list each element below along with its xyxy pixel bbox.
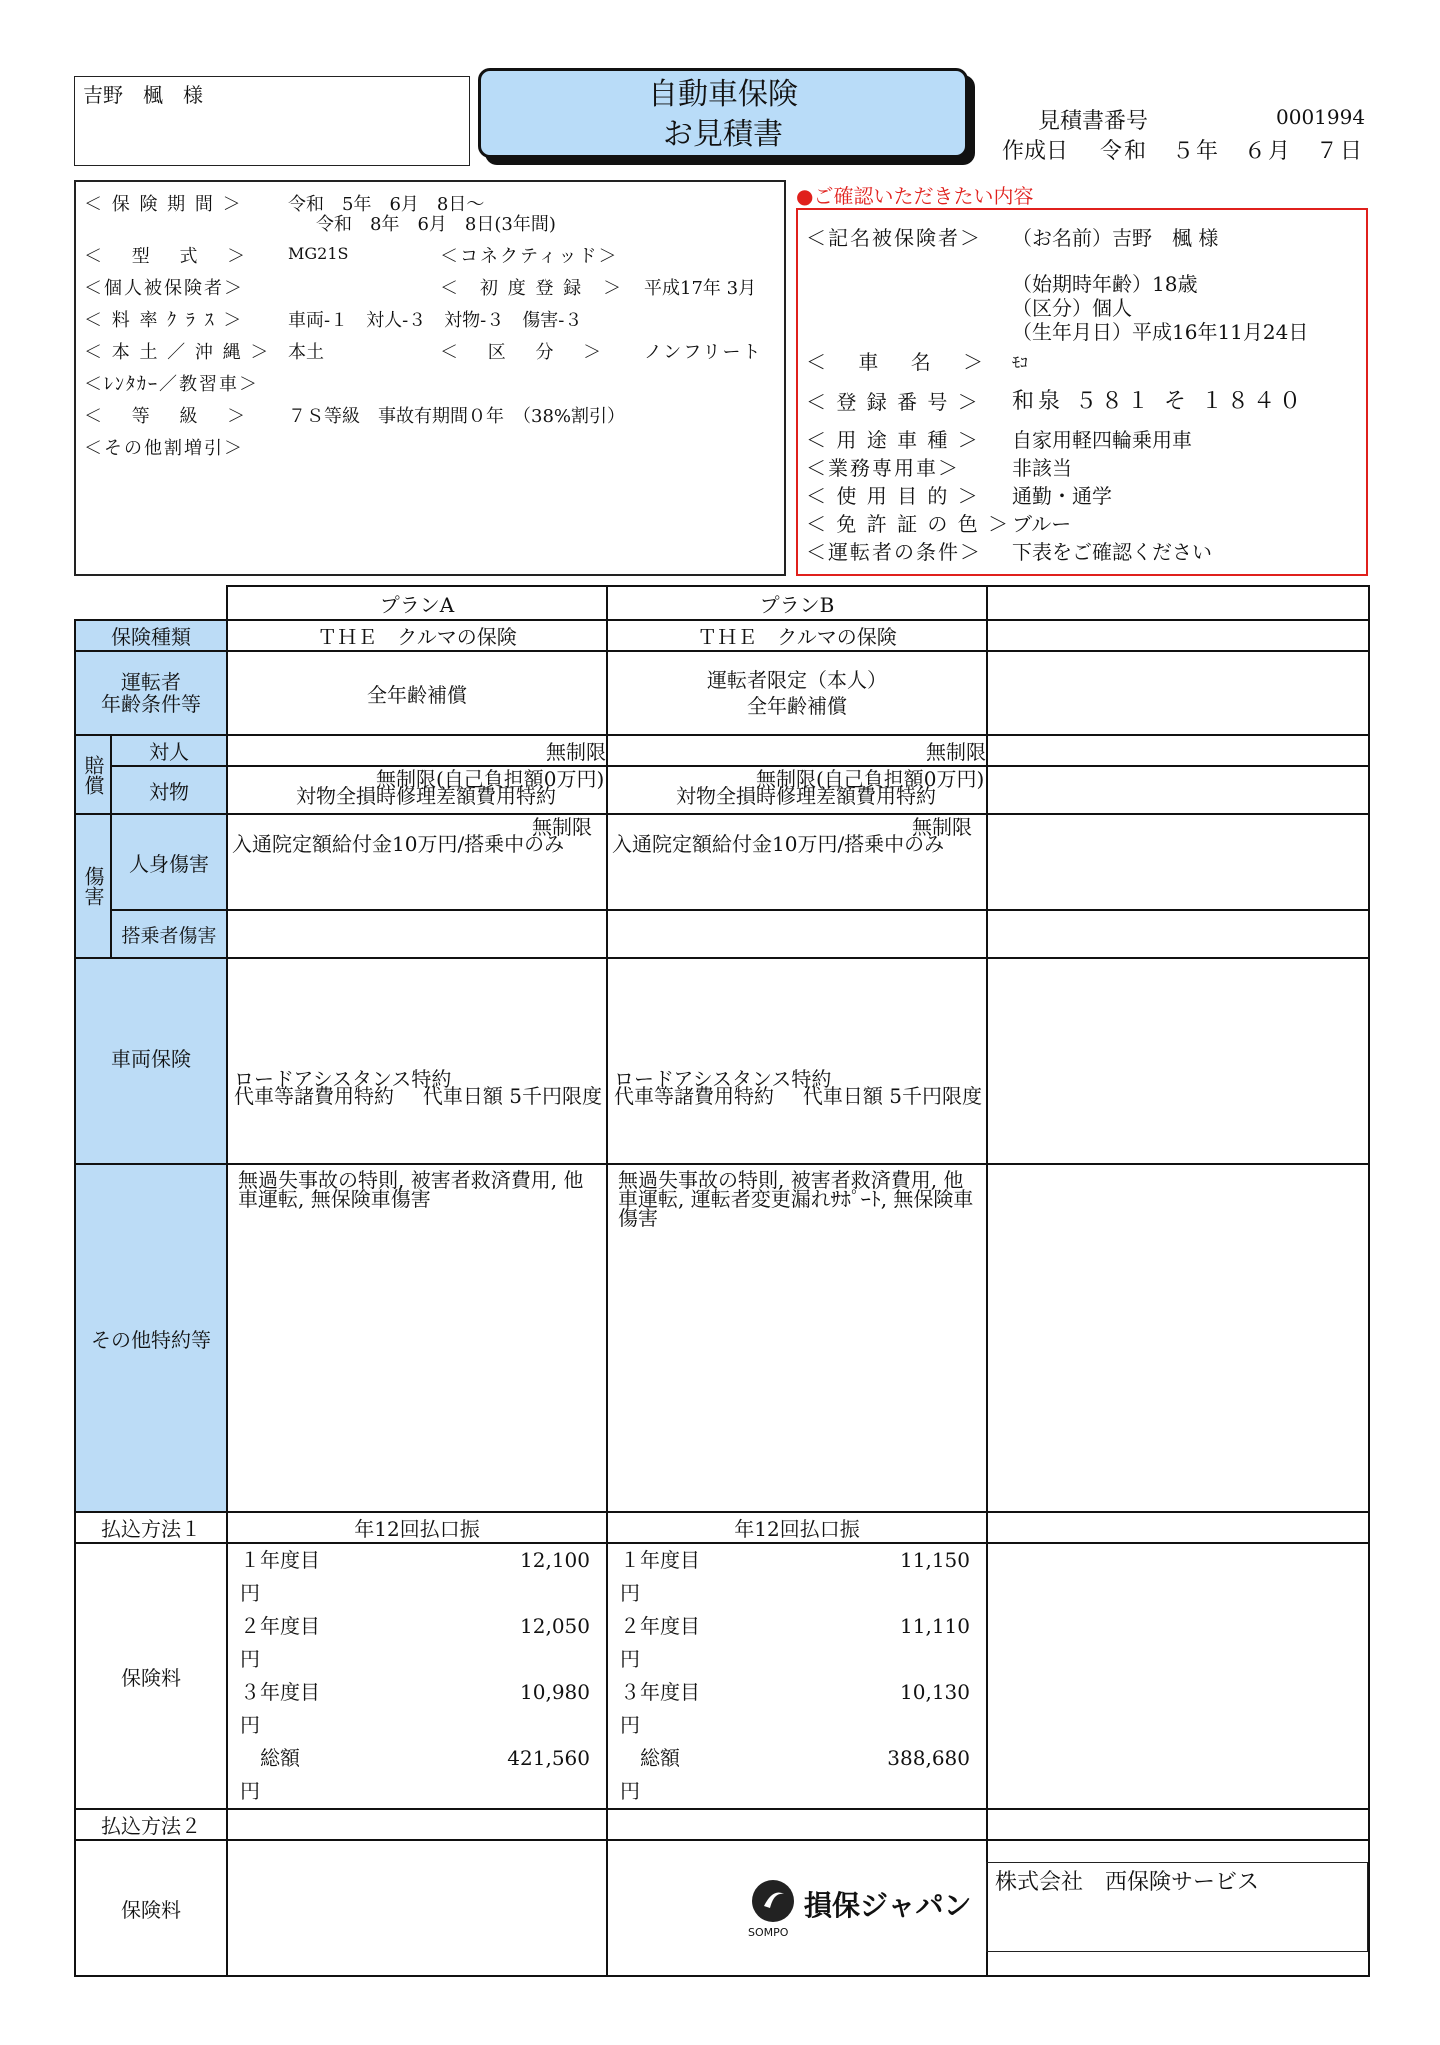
vehicle-b-line2-row: [608, 1084, 986, 1108]
premium2-a: [227, 1840, 607, 1976]
row-label-vehicle: 車両保険: [75, 958, 227, 1164]
rental-label: ＜ﾚﾝﾀｶｰ／教習車＞: [84, 374, 259, 395]
premium-amount: 11,150: [900, 1548, 970, 1572]
grade-value: ７Ｓ等級 事故有期間０年 （38%割引）: [288, 406, 626, 427]
rate-value: 車両-１ 対人-３ 対物-３ 傷害-３: [288, 310, 583, 331]
row-label-premium2: 保険料: [75, 1840, 227, 1976]
driver-value: 下表をご確認ください: [1012, 540, 1212, 564]
premium-amount: 10,130: [900, 1680, 970, 1704]
premium-line: [620, 1742, 986, 1808]
pay1-a: 年12回払口振: [227, 1512, 607, 1543]
estimate-number: 0001994: [1276, 105, 1366, 129]
driver-b-line1: 運転者限定（本人）: [707, 668, 887, 692]
vehicle-c: [987, 958, 1369, 1164]
personal-b-line2: 入通院定額給付金10万円/搭乗中のみ: [612, 832, 945, 856]
plan-comparison-table: [74, 585, 1370, 1977]
logo-text: 損保ジャパン: [804, 1889, 972, 1922]
period-start: 令和 5年 6月 8日～: [288, 194, 485, 215]
personal-c: [987, 814, 1369, 910]
personal-a-line1: 無制限: [532, 815, 592, 839]
table-row: [75, 766, 1369, 814]
personal-a: [227, 814, 607, 910]
row-label-other: その他特約等: [75, 1164, 227, 1512]
other-a: 無過失事故の特則, 被害者救済費用, 他車運転, 無保険車傷害: [227, 1164, 607, 1512]
row-label-passenger: 搭乗者傷害: [111, 910, 227, 958]
table-row: [75, 651, 1369, 735]
other-c: [987, 1164, 1369, 1512]
premium-year: ３年度目: [620, 1680, 700, 1704]
type-b: ＴＨＥ クルマの保険: [607, 620, 987, 651]
created-date: 令和 ５年 ６月 ７日: [1100, 139, 1365, 164]
reg-value: 和泉 ５８１ そ １８４０: [1012, 389, 1305, 414]
table-row: [75, 620, 1369, 651]
grade-label: ＜ 等 級 ＞: [84, 406, 248, 427]
personal-b: [607, 814, 987, 910]
driver-b-line2: 全年齢補償: [747, 694, 847, 718]
car-value: ﾓｺ: [1012, 353, 1029, 372]
premium-year: ３年度目: [240, 1680, 320, 1704]
customer-name-box: [74, 76, 470, 166]
use-value: 自家用軽四輪乗用車: [1012, 428, 1192, 452]
table-row: [75, 1512, 1369, 1543]
vehicle-a: [227, 958, 607, 1164]
table-header-row: [75, 586, 1369, 620]
premium-unit: 円: [620, 1713, 640, 1737]
premium-line: [620, 1676, 986, 1742]
first-reg-label: ＜ 初 度 登 録 ＞: [440, 278, 624, 299]
pay2-a: [227, 1809, 607, 1840]
discount-label: ＜その他割増引＞: [84, 438, 244, 459]
confirm-heading: ●ご確認いただきたい内容: [796, 184, 1034, 208]
vehicle-b-line1: ロードアシスタンス特約: [614, 1067, 832, 1091]
row-label-pay2: 払込方法２: [75, 1809, 227, 1840]
driver-b: [607, 651, 987, 735]
premium-amount: 421,560: [507, 1746, 590, 1770]
vehicle-a-line2-row: [228, 1084, 606, 1108]
vehicle-b: [607, 958, 987, 1164]
bodily-b: 無制限: [607, 735, 987, 766]
confirm-panel: [796, 208, 1368, 576]
estimate-number-label: 見積書番号: [1038, 109, 1149, 134]
category-value: ノンフリート: [644, 342, 763, 363]
table-row: [75, 1164, 1369, 1512]
insured-label: ＜個人被保険者＞: [84, 278, 244, 299]
model-label: ＜ 型 式 ＞: [84, 246, 248, 267]
period-end: 令和 8年 6月 8日(3年間): [316, 214, 556, 235]
premium-amount: 11,110: [900, 1614, 970, 1638]
bodily-a: 無制限: [227, 735, 607, 766]
premium-line: [240, 1676, 606, 1742]
bodily-c: [987, 735, 1369, 766]
model-value: MG21S: [288, 244, 349, 263]
reg-label: ＜ 登 録 番 号 ＞: [806, 390, 980, 414]
premium-unit: 円: [620, 1581, 640, 1605]
agency-name: 株式会社 西保険サービス: [995, 1870, 1260, 1895]
property-b: [607, 766, 987, 814]
group-liability: 賠償: [75, 735, 111, 814]
other-b: 無過失事故の特則, 被害者救済費用, 他車運転, 運転者変更漏れｻﾎﾟｰﾄ, 無保険車傷害: [607, 1164, 987, 1512]
car-label: ＜ 車 名 ＞: [806, 350, 986, 374]
plan-b-header: プランB: [607, 586, 987, 620]
premium-unit: 円: [240, 1779, 260, 1803]
pay2-b: [607, 1809, 987, 1840]
purpose-value: 通勤・通学: [1012, 484, 1112, 508]
premium-line: [240, 1742, 606, 1808]
property-c: [987, 766, 1369, 814]
vehicle-b-line3: 代車日額 5千円限度: [802, 1084, 982, 1108]
sompo-logo: [748, 1878, 978, 1942]
premium-year: 総額: [620, 1746, 680, 1770]
premium-amount: 12,050: [520, 1614, 590, 1638]
passenger-a: [227, 910, 607, 958]
mainland-value: 本土: [288, 342, 324, 363]
age-value: （始期時年齢）18歳: [1012, 272, 1198, 296]
vehicle-a-line1: ロードアシスタンス特約: [234, 1067, 452, 1091]
created-label: 作成日: [1002, 139, 1069, 164]
driver-c: [987, 651, 1369, 735]
personal-a-line2: 入通院定額給付金10万円/搭乗中のみ: [232, 832, 565, 856]
plan-c-header: [987, 586, 1369, 620]
type-c: [987, 620, 1369, 651]
name-value: （お名前）吉野 楓 様: [1012, 226, 1219, 250]
premium-line: [240, 1544, 606, 1610]
property-b-line1: 無制限(自己負担額0万円): [756, 767, 985, 791]
premium-year: 総額: [240, 1746, 300, 1770]
premium-unit: 円: [620, 1647, 640, 1671]
rate-label: ＜ 料 率 ｸ ﾗ ｽ ＞: [84, 310, 244, 331]
purpose-label: ＜ 使 用 目 的 ＞: [806, 484, 980, 508]
agency-box: [986, 1862, 1368, 1952]
premium-amount: 388,680: [887, 1746, 970, 1770]
vehicle-b-line2: 代車等諸費用特約: [614, 1084, 774, 1108]
table-row: [75, 910, 1369, 958]
premium-unit: 円: [620, 1779, 640, 1803]
row-label-premium: 保険料: [75, 1543, 227, 1809]
property-a: [227, 766, 607, 814]
period-label: ＜ 保 険 期 間 ＞: [84, 194, 243, 215]
birth-value: （生年月日）平成16年11月24日: [1012, 320, 1309, 344]
connected-label: ＜コネクティッド＞: [440, 246, 619, 267]
row-label-property: 対物: [111, 766, 227, 814]
premium-unit: 円: [240, 1713, 260, 1737]
driver-label: ＜運転者の条件＞: [806, 540, 982, 564]
business-value: 非該当: [1012, 456, 1072, 480]
title-line2: お見積書: [663, 117, 783, 152]
table-row: [75, 814, 1369, 910]
premium-c: [987, 1543, 1369, 1809]
class-value: （区分）個人: [1012, 296, 1132, 320]
logo-sub: SOMPO: [748, 1926, 789, 1939]
license-value: ブルー: [1012, 512, 1072, 536]
premium-year: ２年度目: [620, 1614, 700, 1638]
property-a-line1: 無制限(自己負担額0万円): [376, 767, 605, 791]
pay1-c: [987, 1512, 1369, 1543]
vehicle-a-line2: 代車等諸費用特約: [234, 1084, 394, 1108]
category-label: ＜ 区 分 ＞: [440, 342, 604, 363]
premium-year: １年度目: [620, 1548, 700, 1572]
row-label-type: 保険種類: [75, 620, 227, 651]
document-title: [478, 68, 968, 158]
personal-b-line1: 無制限: [912, 815, 972, 839]
table-row: [75, 735, 1369, 766]
premium-b: [607, 1543, 987, 1809]
policy-info-panel: [74, 180, 786, 576]
premium-amount: 12,100: [520, 1548, 590, 1572]
row-label-pay1: 払込方法１: [75, 1512, 227, 1543]
group-injury: 傷害: [75, 814, 111, 958]
customer-name: 吉野 楓 様: [83, 83, 203, 107]
premium-line: [620, 1610, 986, 1676]
driver-a: 全年齢補償: [227, 651, 607, 735]
table-row: [75, 958, 1369, 1164]
use-label: ＜ 用 途 車 種 ＞: [806, 428, 980, 452]
pay1-b: 年12回払口振: [607, 1512, 987, 1543]
header-blank: [75, 586, 227, 620]
property-a-line2: 対物全損時修理差額費用特約: [296, 784, 556, 808]
property-b-line2: 対物全損時修理差額費用特約: [676, 784, 936, 808]
table-row: [75, 1809, 1369, 1840]
named-label: ＜記名被保険者＞: [806, 226, 982, 250]
pay2-c: [987, 1809, 1369, 1840]
license-label: ＜ 免 許 証 の 色 ＞: [806, 512, 1011, 536]
premium-year: １年度目: [240, 1548, 320, 1572]
plan-a-header: プランA: [227, 586, 607, 620]
premium-a: [227, 1543, 607, 1809]
row-label-driver: 運転者 年齢条件等: [75, 651, 227, 735]
row-label-bodily: 対人: [111, 735, 227, 766]
premium-line: [620, 1544, 986, 1610]
sompo-logo-icon: [750, 1878, 796, 1924]
passenger-b: [607, 910, 987, 958]
first-reg-value: 平成17年 3月: [644, 278, 757, 299]
passenger-c: [987, 910, 1369, 958]
premium-line: [240, 1610, 606, 1676]
title-line1: 自動車保険: [648, 77, 798, 112]
table-row: [75, 1543, 1369, 1809]
vehicle-a-line3: 代車日額 5千円限度: [422, 1084, 602, 1108]
premium-unit: 円: [240, 1581, 260, 1605]
premium-unit: 円: [240, 1647, 260, 1671]
business-label: ＜業務専用車＞: [806, 456, 960, 480]
row-label-personal: 人身傷害: [111, 814, 227, 910]
premium-year: ２年度目: [240, 1614, 320, 1638]
type-a: ＴＨＥ クルマの保険: [227, 620, 607, 651]
mainland-label: ＜ 本 土 ／ 沖 縄 ＞: [84, 342, 271, 363]
premium-amount: 10,980: [520, 1680, 590, 1704]
